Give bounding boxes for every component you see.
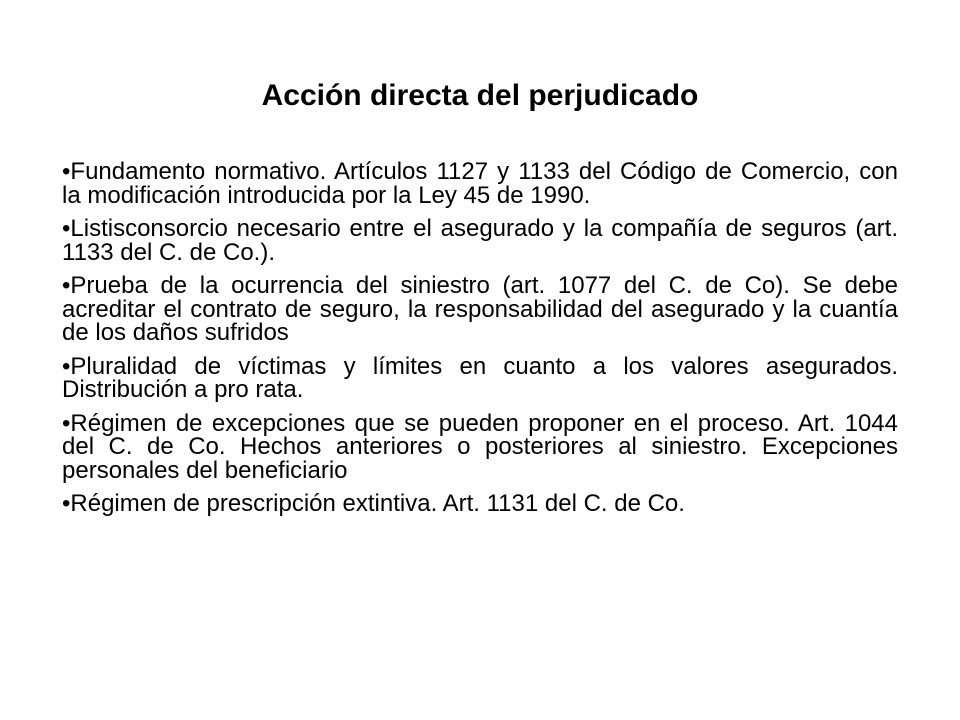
bullet-mark: • bbox=[62, 158, 71, 185]
bullet-text: Régimen de prescripción extintiva. Art. 1131 del C. de Co. bbox=[70, 490, 685, 517]
bullet-mark: • bbox=[62, 490, 71, 517]
bullet-text: Pluralidad de víctimas y límites en cuanto a los valores asegurados. Distribución a pro rata. bbox=[62, 352, 898, 403]
bullet-mark: • bbox=[62, 272, 71, 299]
bullet-item-prueba bbox=[62, 274, 898, 345]
slide-title: Acción directa del perjudicado bbox=[261, 79, 699, 112]
bullet-item-fundamento bbox=[62, 160, 898, 207]
bullet-item-prescripcion bbox=[62, 492, 898, 516]
bullet-text: Listisconsorcio necesario entre el asegurado y la compañía de seguros (art. 1133 del C. de Co.). bbox=[62, 215, 898, 266]
bullet-item-litisconsorcio bbox=[62, 217, 898, 264]
bullet-item-pluralidad bbox=[62, 352, 898, 403]
bullet-list bbox=[62, 160, 898, 526]
bullet-item-excepciones bbox=[62, 409, 898, 484]
bullet-mark: • bbox=[62, 352, 71, 380]
bullet-text: Régimen de excepciones que se pueden proponer en el proceso. Art. 1044 del C. de Co. Hechos anteriores o posteriores al siniestro. Excepciones personales del beneficiario bbox=[62, 409, 898, 484]
bullet-mark: • bbox=[62, 215, 71, 242]
bullet-text: Prueba de la ocurrencia del siniestro (art. 1077 del C. de Co). Se debe acreditar el contrato de seguro, la responsabilidad del asegurado y la cuantía de los daños sufridos bbox=[62, 272, 898, 346]
bullet-text: Fundamento normativo. Artículos 1127 y 1133 del Código de Comercio, con la modificación introducida por la Ley 45 de 1990. bbox=[62, 158, 898, 209]
bullet-mark: • bbox=[62, 409, 71, 437]
